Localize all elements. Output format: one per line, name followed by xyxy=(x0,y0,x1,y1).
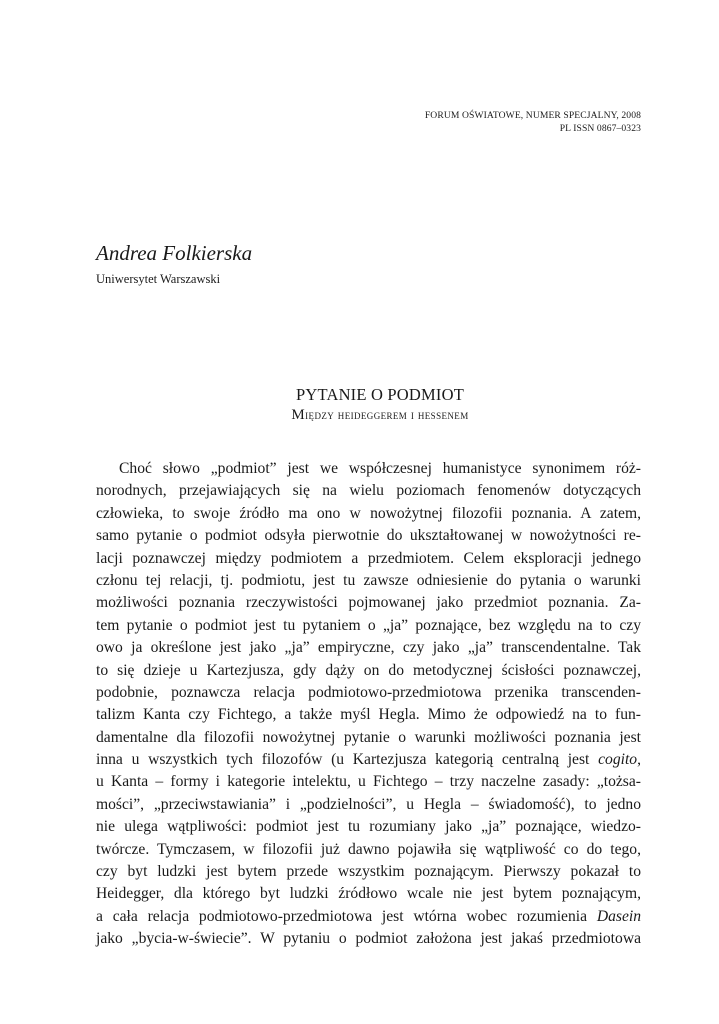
journal-header xyxy=(425,109,641,135)
body-line: tem pytanie o podmiot jest tu pytaniem o „ja” poznające, bez względu na to czy xyxy=(96,616,641,634)
subtitle-initial: M xyxy=(291,407,306,423)
italic-term-dasein: Dasein xyxy=(596,907,641,925)
article-title-block xyxy=(0,385,719,425)
body-line-text: inna u wszystkich tych filozofów (u Kartezjusza kategorią centralną jest xyxy=(96,751,599,769)
author-affiliation: Uniwersytet Warszawski xyxy=(96,272,221,286)
punctuation-comma: , xyxy=(637,751,641,769)
body-line: damentalne dla filozofii nowożytnej pytanie o warunki możliwości poznania jest xyxy=(96,728,641,746)
body-line: nie ulega wątpliwości: podmiot jest tu rozumiany jako „ja” poznające, wiedzo- xyxy=(96,818,641,836)
body-line: twórcze. Tymczasem, w filozofii już dawno pojawiła się wątpliwość co do tego, xyxy=(96,840,641,858)
body-line: Choć słowo „podmiot” jest we współczesnej humanistyce synonimem róż- xyxy=(119,460,641,477)
body-line: u Kanta – formy i kategorie intelektu, u Fichtego – trzy naczelne zasady: „tożsa- xyxy=(96,773,641,791)
body-line: czy byt ludzki jest bytem przede wszystkim poznającym. Pierwszy pokazał to xyxy=(96,863,641,881)
article-title: PYTANIE O PODMIOT xyxy=(296,385,464,404)
article-subtitle xyxy=(0,405,719,425)
body-line: jako „bycia-w-świecie”. W pytaniu o podmiot założona jest jakaś przedmiotowa xyxy=(96,930,641,948)
body-line: możliwości poznania rzeczywistości pojmowanej jako przedmiot poznania. Za- xyxy=(96,594,641,612)
issn-line: PL ISSN 0867–0323 xyxy=(559,123,641,134)
italic-term-cogito: cogito xyxy=(598,751,638,769)
body-line: samo pytanie o podmiot odsyła pierwotnie do ukształtowanej w nowożytności re- xyxy=(96,527,641,545)
body-line: talizm Kanta czy Fichtego, a także myśl Hegla. Mimo że odpowiedź na to fun- xyxy=(96,706,641,724)
body-line-with-cogito xyxy=(96,749,641,771)
subtitle-rest: iędzy heideggerem i hessenem xyxy=(305,407,469,422)
body-line: to się dzieje u Kartezjusza, gdy dąży on do metodycznej ścisłości poznawczej, xyxy=(96,661,641,679)
body-line: norodnych, przejawiających się na wielu poziomach fenomenów dotyczących xyxy=(96,482,641,500)
body-line: mości”, „przeciwstawiania” i „podzielności”, u Hegla – świadomość), to jedno xyxy=(96,795,641,813)
body-line-with-dasein xyxy=(96,906,641,928)
author-name: Andrea Folkierska xyxy=(96,241,253,265)
body-line: członu tej relacji, tj. podmiotu, jest tu zawsze odniesienie do pytania o warunki xyxy=(96,571,641,589)
body-line: lacji poznawczej między podmiotem a przedmiotem. Celem eksploracji jednego xyxy=(96,549,641,567)
body-line: owo ja określone jest jako „ja” empiryczne, czy jako „ja” transcendentalne. Tak xyxy=(96,639,641,657)
body-line: człowieka, to swoje źródło ma ono w nowożytnej filozofii poznania. A zatem, xyxy=(96,504,641,522)
body-line-text: a cała relacja podmiotowo-przedmiotowa jest wtórna wobec rozumienia xyxy=(96,907,597,925)
body-line: Heidegger, dla którego byt ludzki źródłowo wcale nie jest bytem poznającym, xyxy=(96,885,641,903)
article-body xyxy=(96,458,641,951)
journal-name-line: FORUM OŚWIATOWE, NUMER SPECJALNY, 2008 xyxy=(424,110,641,121)
body-line: podobnie, poznawcza relacja podmiotowo-przedmiotowa przenika transcenden- xyxy=(96,683,641,701)
